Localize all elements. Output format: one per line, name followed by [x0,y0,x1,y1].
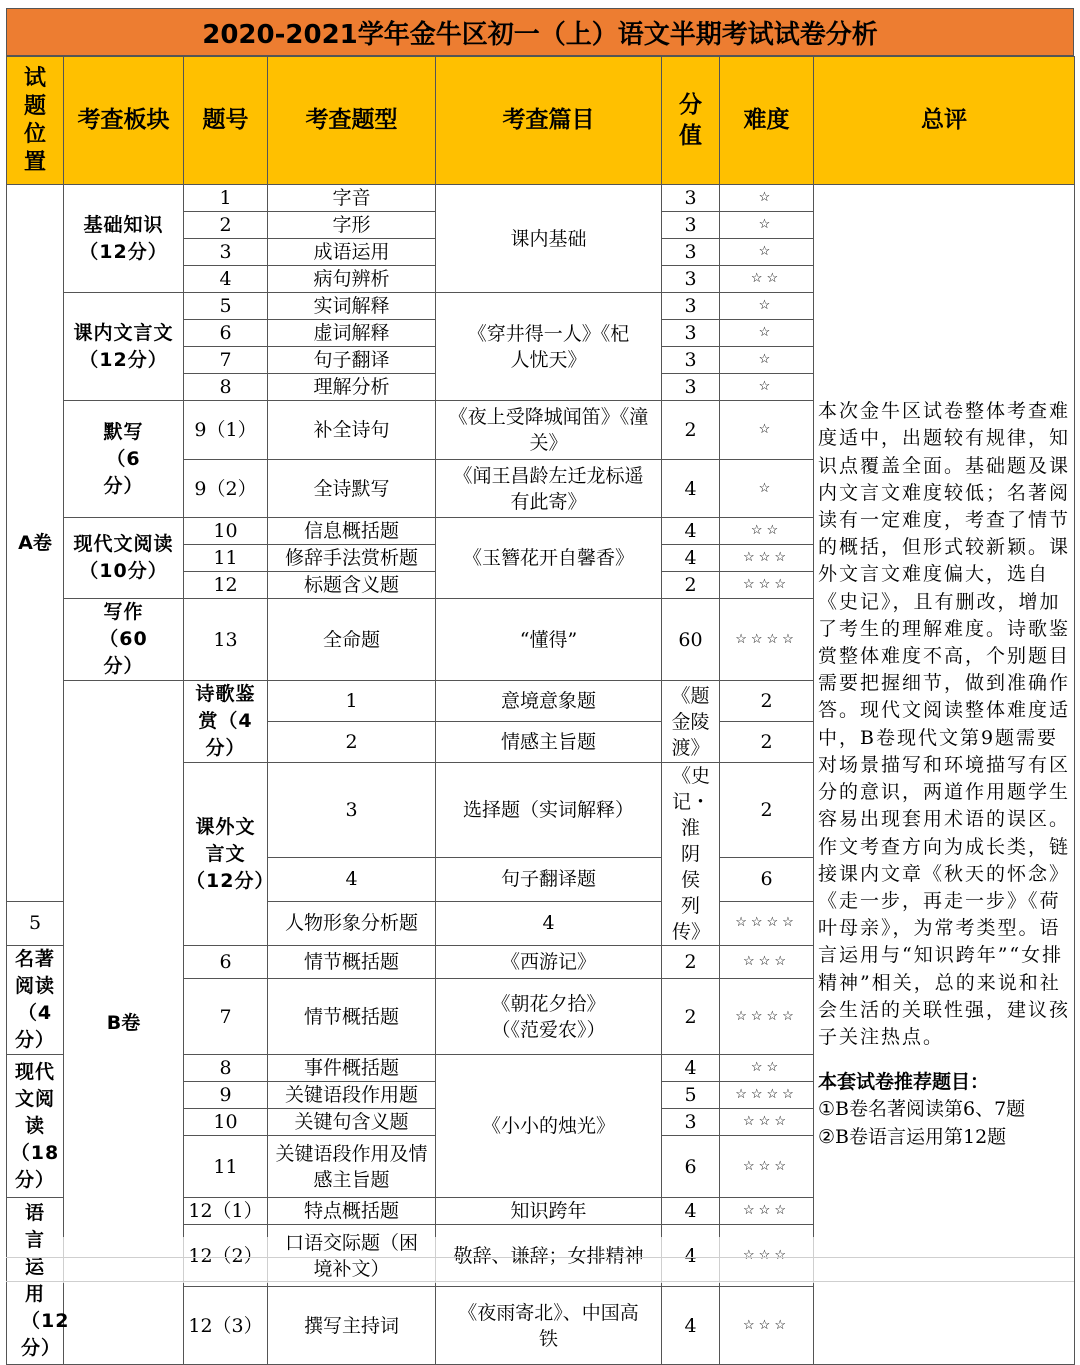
text-title: 《题金陵渡》 [662,681,720,763]
section-label: 基础知识（12分） [64,185,184,293]
difficulty-stars: ☆☆☆ [720,1287,814,1365]
question-score: 3 [662,266,720,293]
question-type: 补全诗句 [268,401,436,460]
question-type: 病句辨析 [268,266,436,293]
question-number: 4 [268,857,436,901]
question-type: 特点概括题 [268,1198,436,1225]
question-score: 2 [662,401,720,460]
header-position: 试题位置 [7,57,64,185]
text-title: 《夜上受降城闻笛》《潼关》 [436,401,662,460]
section-label: 诗歌鉴赏（4分） [184,681,268,763]
question-score: 4 [662,1287,720,1365]
question-type: 关键句含义题 [268,1109,436,1136]
section-label: 现代文阅读（18分） [7,1055,64,1198]
question-score: 4 [662,1225,720,1287]
question-score: 4 [436,901,662,945]
summary-text: 本次金牛区试卷整体考查难度适中，出题较有规律，知识点覆盖全面。基础题及课内文言文难度较低；名著阅读有一定难度，考查了情节的概括，但形式较新颖。课外文言文难度偏大，选自《史记》，且有删改，增加了考生的理解难度。诗歌鉴赏整体难度不高，个别题目需要把握细节，做到准确作答。现代文阅读整体难度适中，B卷现代文第9题需要对场景描写和环境描写有区分的意识，两道作用题学生容易出现套用术语的误区。作文考查方向为成长类，链接课内文章《秋天的怀念》《走一步，再走一步》《荷叶母亲》，为常考类型。语言运用与“知识跨年”“女排精神”相关，总的来说和社会生活的关联性强，建议孩子关注热点。 [818,400,1071,1048]
text-title: 《朝花夕拾》（《范爱农》） [436,979,662,1055]
question-type: 字形 [268,212,436,239]
question-number: 8 [184,374,268,401]
question-score: 3 [662,239,720,266]
difficulty-stars: ☆☆☆ [720,1136,814,1198]
difficulty-stars: ☆☆☆ [720,1198,814,1225]
difficulty-stars: ☆ [720,320,814,347]
difficulty-stars: ☆ [720,212,814,239]
question-type: 撰写主持词 [268,1287,436,1365]
difficulty-stars: ☆ [720,401,814,460]
difficulty-stars: ☆☆ [720,1055,814,1082]
recommend-item: ②B卷语言运用第12题 [818,1125,1007,1148]
question-number: 12 [184,572,268,599]
summary-cell [814,185,1075,1365]
question-score: 4 [662,545,720,572]
question-type: 理解分析 [268,374,436,401]
question-number: 11 [184,545,268,572]
question-type: 实词解释 [268,293,436,320]
difficulty-stars: ☆☆☆ [720,545,814,572]
question-type: 全命题 [268,599,436,681]
question-score: 3 [662,212,720,239]
difficulty-stars: ☆☆☆ [720,572,814,599]
text-title: 《玉簪花开自馨香》 [436,518,662,599]
difficulty-stars: ☆ [720,293,814,320]
question-score: 2 [720,681,814,722]
paper-a-label: A卷 [7,185,64,902]
question-score: 2 [662,946,720,979]
question-score: 3 [662,1109,720,1136]
question-score: 3 [662,293,720,320]
text-title: 知识跨年 [436,1198,662,1225]
question-type: 全诗默写 [268,460,436,518]
question-score: 4 [662,1198,720,1225]
section-label: 语言运用（12分） [7,1198,64,1365]
question-number: 10 [184,1109,268,1136]
question-score: 2 [720,722,814,763]
sheet-title: 2020-2021学年金牛区初一（上）语文半期考试试卷分析 [6,8,1074,56]
question-type: 关键语段作用题 [268,1082,436,1109]
section-label: 默写（6分） [64,401,184,518]
question-type: 人物形象分析题 [268,901,436,945]
question-number: 3 [184,239,268,266]
text-title: 《穿井得一人》《杞人忧天》 [436,293,662,401]
question-number: 12（2） [184,1225,268,1287]
question-type: 句子翻译 [268,347,436,374]
question-number: 11 [184,1136,268,1198]
recommend-title: 本套试卷推荐题目： [818,1071,990,1094]
question-type: 修辞手法赏析题 [268,545,436,572]
question-score: 3 [662,320,720,347]
question-number: 10 [184,518,268,545]
question-type: 情节概括题 [268,979,436,1055]
header-text: 考查篇目 [436,57,662,185]
question-number: 1 [268,681,436,722]
analysis-table [6,56,1075,1365]
question-type: 虚词解释 [268,320,436,347]
question-number: 7 [184,347,268,374]
question-type: 标题含义题 [268,572,436,599]
section-label: 现代文阅读（10分） [64,518,184,599]
difficulty-stars: ☆☆ [720,518,814,545]
question-number: 9（2） [184,460,268,518]
text-title: 《闻王昌龄左迁龙标遥有此寄》 [436,460,662,518]
difficulty-stars: ☆ [720,374,814,401]
paper-b-label: B卷 [64,681,184,1365]
difficulty-stars: ☆☆ [720,266,814,293]
question-score: 3 [662,347,720,374]
question-number: 4 [184,266,268,293]
question-number: 12（1） [184,1198,268,1225]
question-number: 5 [184,293,268,320]
header-number: 题号 [184,57,268,185]
difficulty-stars: ☆☆☆ [720,1109,814,1136]
header-score: 分值 [662,57,720,185]
difficulty-stars: ☆ [720,347,814,374]
question-type: 字音 [268,185,436,212]
question-type: 口语交际题（困境补文） [268,1225,436,1287]
text-title: 课内基础 [436,185,662,293]
header-difficulty: 难度 [720,57,814,185]
text-title: 《夜雨寄北》、中国高铁 [436,1287,662,1365]
question-number: 9 [184,1082,268,1109]
header-type: 考查题型 [268,57,436,185]
question-number: 9（1） [184,401,268,460]
empty-grid-rows [6,1237,1074,1283]
question-type: 事件概括题 [268,1055,436,1082]
header-row [7,57,1075,185]
question-score: 2 [720,763,814,858]
header-module: 考查板块 [64,57,184,185]
difficulty-stars: ☆☆☆☆ [720,1082,814,1109]
question-type: 成语运用 [268,239,436,266]
table-row [7,185,1075,212]
difficulty-stars: ☆ [720,185,814,212]
question-score: 60 [662,599,720,681]
question-number: 2 [268,722,436,763]
section-label: 课内文言文（12分） [64,293,184,401]
difficulty-stars: ☆☆☆☆ [720,901,814,945]
question-score: 6 [720,857,814,901]
question-score: 4 [662,518,720,545]
question-number: 3 [268,763,436,858]
difficulty-stars: ☆☆☆☆ [720,979,814,1055]
question-score: 3 [662,374,720,401]
difficulty-stars: ☆☆☆ [720,1225,814,1287]
section-label: 课外文言文（12分） [184,763,268,946]
recommend-item: ①B卷名著阅读第6、7题 [818,1098,1026,1121]
question-type: 句子翻译题 [436,857,662,901]
section-label: 写作（60分） [64,599,184,681]
question-score: 2 [662,572,720,599]
header-summary: 总评 [814,57,1075,185]
question-type: 情节概括题 [268,946,436,979]
text-title: “懂得” [436,599,662,681]
section-label: 名著阅读（4分） [7,946,64,1055]
text-title: 《小小的烛光》 [436,1055,662,1198]
difficulty-stars: ☆☆☆☆ [720,599,814,681]
question-score: 4 [662,1055,720,1082]
question-score: 3 [662,185,720,212]
text-title: 《西游记》 [436,946,662,979]
question-score: 6 [662,1136,720,1198]
question-type: 意境意象题 [436,681,662,722]
difficulty-stars: ☆ [720,460,814,518]
question-type: 关键语段作用及情感主旨题 [268,1136,436,1198]
question-number: 1 [184,185,268,212]
text-title: 敬辞、谦辞；女排精神 [436,1225,662,1287]
question-type: 选择题（实词解释） [436,763,662,858]
question-number: 6 [184,946,268,979]
difficulty-stars: ☆ [720,239,814,266]
question-type: 信息概括题 [268,518,436,545]
question-type: 情感主旨题 [436,722,662,763]
question-number: 13 [184,599,268,681]
question-score: 2 [662,979,720,1055]
difficulty-stars: ☆☆☆ [720,946,814,979]
question-number: 5 [7,901,64,945]
question-number: 12（3） [184,1287,268,1365]
question-score: 5 [662,1082,720,1109]
question-number: 6 [184,320,268,347]
text-title: 《史记・淮阴侯列传》 [662,763,720,946]
question-number: 8 [184,1055,268,1082]
question-score: 4 [662,460,720,518]
question-number: 7 [184,979,268,1055]
question-number: 2 [184,212,268,239]
